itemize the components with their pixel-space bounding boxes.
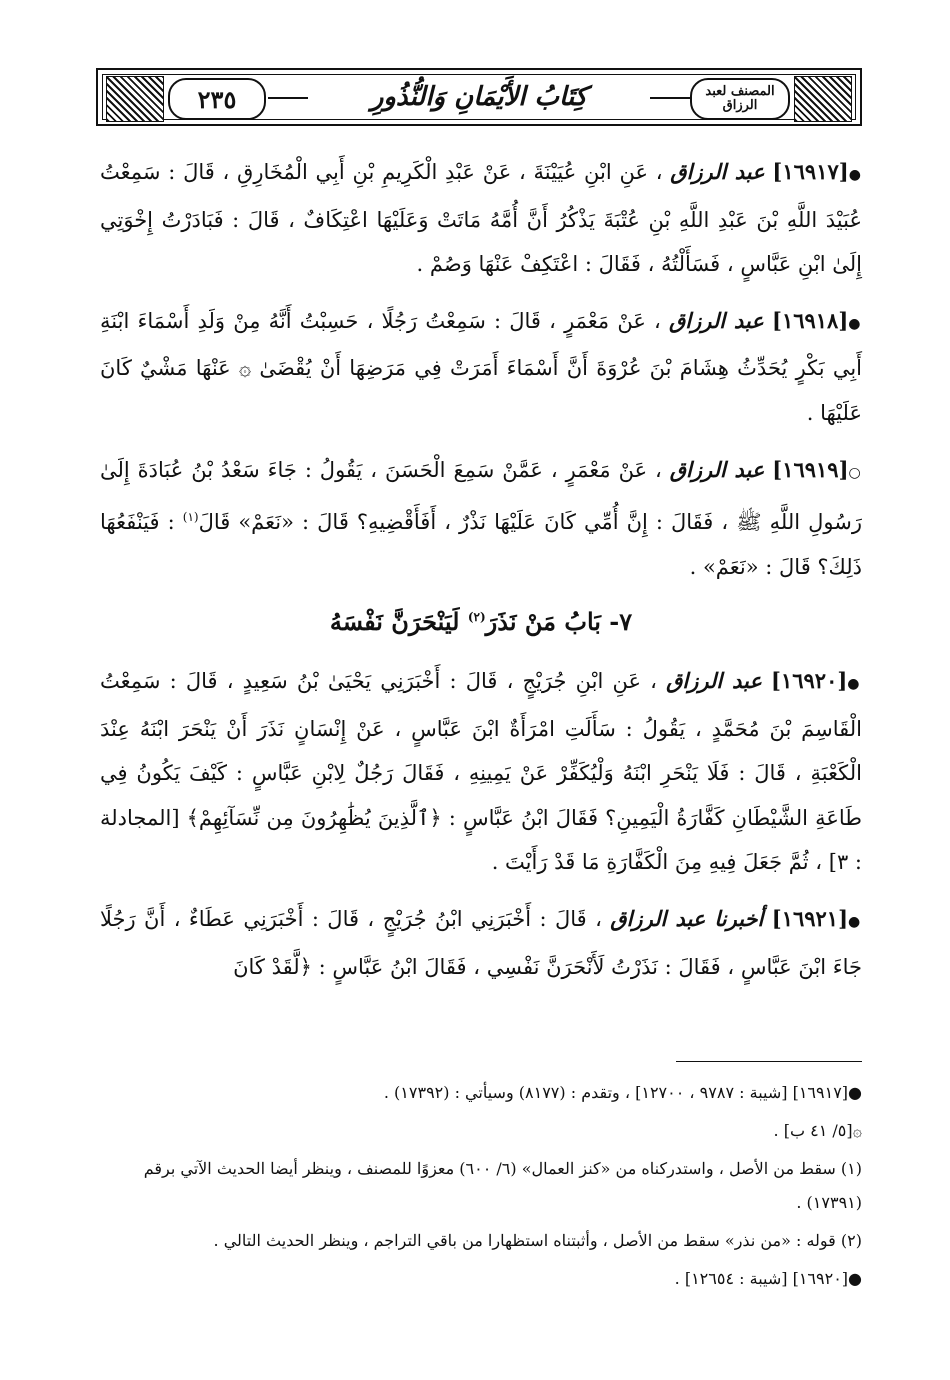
- footnote-ref[interactable]: (١): [182, 510, 199, 525]
- footnotes: [100, 1076, 862, 1300]
- footnote-folio: ۞[٥/ ٤١ ب] .: [773, 1121, 862, 1140]
- footnote-1: (١) سقط من الأصل ، واستدركناه من «كنز العمال» (٦/ ٦٠٠) معزوًا للمصنف ، وينظر أيضا الحديث الآتي برقم (١٧٣٩١) .: [143, 1159, 862, 1212]
- hadith-text: ، قَالَ : أَخْبَرَنِي ابْنُ جُرَيْجٍ ، قَالَ : أَخْبَرَنِي عَطَاءٌ ، أَنَّ رَجُلًا جَاءَ ابْنَ عَبَّاسٍ ، فَقَالَ : نَذَرْتُ لَأَنْحَرَنَّ نَفْسِي ، فَقَالَ ابْنُ عَبَّاسٍ : ﴿لَّقَدْ كَانَ: [100, 906, 862, 979]
- hadith-16917: [100, 150, 862, 287]
- hadith-16921: [100, 897, 862, 989]
- hadith-text: ، عَنْ مَعْمَرٍ ، قَالَ : سَمِعْتُ رَجُلًا ، حَسِبْتُ أَنَّهُ مِنْ وَلَدِ أَسْمَاءَ ابْنَةِ أَبِي بَكْرٍ يُحَدِّثُ هِشَامَ بْنَ عُرْوَةَ أَنَّ أَسْمَاءَ أَمَرَتْ فِي مَرَضِهَا أَنْ يُقْضَىٰ ۞ عَنْهَا مَشْيٌ كَانَ عَلَيْهَا .: [100, 308, 862, 425]
- narrator-name: عبد الرزاق: [670, 159, 765, 184]
- footnote-source-16920: ●[١٦٩٢٠] [شيبة : ١٢٦٥٤] .: [674, 1269, 862, 1288]
- hadith-16920: [100, 659, 862, 885]
- hadith-number: [١٦٩١٧]: [772, 159, 849, 184]
- page-number: ٢٣٥: [168, 78, 266, 120]
- marker: ●: [847, 675, 862, 692]
- book-title: كِتَابُ الأَيْمَانِ وَالنُّذُورِ: [370, 82, 588, 112]
- footnote-separator: [676, 1061, 862, 1062]
- main-text: [100, 150, 862, 1001]
- footnote-source-16917: ●[١٦٩١٧] [شيبة : ٩٧٨٧ ، ١٢٧٠٠] ، وتقدم : (٨١٧٧) وسيأتي : (١٧٣٩٢) .: [383, 1083, 862, 1102]
- ornament-right: [794, 76, 852, 122]
- marker: ○: [848, 464, 862, 481]
- footnote-ref[interactable]: (٢): [467, 610, 486, 625]
- hadith-number: [١٦٩١٩]: [772, 456, 849, 482]
- narrator-name: عبد الرزاق: [669, 456, 765, 482]
- marker: ●: [848, 167, 862, 183]
- hadith-16919: [100, 448, 862, 590]
- hadith-text: ، عَنِ ابْنِ جُرَيْجٍ ، قَالَ : أَخْبَرَنِي يَحْيَىٰ بْنُ سَعِيدٍ ، قَالَ : سَمِعْتُ الْقَاسِمَ بْنَ مُحَمَّدٍ ، يَقُولُ : سَأَلَتِ امْرَأَةٌ ابْنَ عَبَّاسٍ ، عَنْ إِنْسَانٍ نَذَرَ أَنْ يَنْحَرَ ابْنَهُ عِنْدَ الْكَعْبَةِ ، قَالَ : فَلَا يَنْحَرِ ابْنَهُ وَلْيُكَفِّرْ عَنْ يَمِينِهِ ، فَقَالَ رَجُلٌ لِابْنِ عَبَّاسٍ : كَيْفَ يَكُونُ فِي طَاعَةِ الشَّيْطَانِ كَفَّارَةُ الْيَمِينِ؟ فَقَالَ ابْنُ عَبَّاسٍ : ﴿ٱلَّذِينَ يُظَٰهِرُونَ مِن نِّسَآئِهِمْ﴾ [المجادلة : ٣] ، ثُمَّ جَعَلَ فِيهِ مِنَ الْكَفَّارَةِ مَا قَدْ رَأَيْتَ .: [100, 668, 862, 875]
- book-brand-logo: المصنف لعبد الرزاق: [690, 78, 790, 120]
- hadith-number: [١٦٩١٨]: [772, 307, 849, 333]
- chapter-heading: [100, 595, 862, 645]
- hadith-number: [١٦٩٢١]: [771, 905, 849, 931]
- hadith-text: ، عَنْ مَعْمَرٍ ، عَمَّنْ سَمِعَ الْحَسَنَ ، يَقُولُ : جَاءَ سَعْدُ بْنُ عُبَادَةَ إِلَىٰ رَسُولِ اللَّهِ ﷺ ، فَقَالَ : إِنَّ أُمِّي كَانَ عَلَيْهَا نَذْرٌ ، أَفَأَقْضِيهِ؟ قَالَ : «نَعَمْ» قَالَ: [100, 457, 862, 535]
- hadith-16918: [100, 299, 862, 436]
- hadith-text-continued: : فَيَنْفَعُهَا ذَلِكَ؟ قَالَ : «نَعَمْ» .: [100, 510, 862, 579]
- marker: ●: [848, 315, 862, 332]
- chapter-title-a: ٧- بَابُ مَنْ نَذَرَ: [485, 607, 633, 637]
- narrator-name: عبد الرزاق: [669, 307, 764, 333]
- narrator-name: عبد الرزاق: [666, 667, 762, 693]
- ornament-left: [106, 76, 164, 122]
- narrator-name: أخبرنا عبد الرزاق: [610, 905, 764, 931]
- hadith-number: [١٦٩٢٠]: [771, 667, 848, 693]
- hadith-text: ، عَنِ ابْنِ عُيَيْنَةَ ، عَنْ عَبْدِ الْكَرِيمِ بْنِ أَبِي الْمُخَارِقِ ، قَالَ : سَمِعْتُ عُبَيْدَ اللَّهِ بْنَ عَبْدِ اللَّهِ بْنِ عُتْبَةَ يَذْكُرُ أَنَّ أُمَّهُ مَاتَتْ وَعَلَيْهَا اعْتِكَافٌ ، قَالَ : فَبَادَرْتُ إِخْوَتِي إِلَىٰ ابْنِ عَبَّاسٍ ، فَسَأَلْتُهُ ، فَقَالَ : اعْتَكِفْ عَنْهَا وَصُمْ .: [100, 160, 862, 277]
- chapter-title-b: لَيَنْحَرَنَّ نَفْسَهُ: [329, 607, 460, 637]
- marker: ●: [848, 913, 862, 930]
- page-header: [96, 68, 862, 126]
- footnote-2: (٢) قوله : «من نذر» سقط من الأصل ، وأثبتناه استظهارا من باقي التراجم ، وينظر الحديث التالي .: [213, 1231, 862, 1250]
